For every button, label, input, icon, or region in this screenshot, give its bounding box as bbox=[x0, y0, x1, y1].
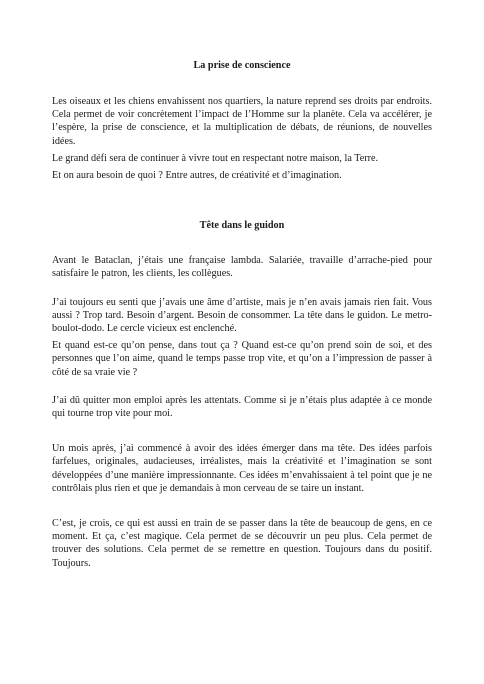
paragraph: Et on aura besoin de quoi ? Entre autres, de créativité et d’imagination. bbox=[52, 170, 342, 182]
section-title-tete-dans-le-guidon: Tête dans le guidon bbox=[199, 220, 285, 232]
paragraph: J’ai toujours eu senti que j’avais une âme d’artiste, mais je n’en avais jamais rien fait. Vous aussi ? Trop tard. Besoin d’argent. Besoin de consommer. La tête dans le guidon. Le metro-boulot-dodo. Le cercle vicieux est enclenché. bbox=[52, 296, 432, 335]
paragraph: Un mois après, j’ai commencé à avoir des idées émerger dans ma tête. Des idées parfois farfelues, originales, audacieuses, irréalistes, mais la créativité et l’imagination se sont développées d’une manière impressionnante. Ces idées m’envahissaient à tel point que je ne contrôlais plus rien et que je demandais à mon cerveau de se taire un instant. bbox=[52, 443, 432, 494]
paragraph: Le grand défi sera de continuer à vivre tout en respectant notre maison, la Terre. bbox=[52, 152, 379, 164]
paragraph: Avant le Bataclan, j’étais une française lambda. Salariée, travaille d’arrache-pied pour satisfaire le patron, les clients, les collègues. bbox=[52, 255, 432, 280]
section-title-prise-de-conscience: La prise de conscience bbox=[193, 60, 291, 71]
paragraph: J’ai dû quitter mon emploi après les attentats. Comme si je n’étais plus adaptée à ce monde qui tourne trop vite pour moi. bbox=[52, 394, 432, 420]
paragraph: C’est, je crois, ce qui est aussi en train de se passer dans la tête de beaucoup de gens, en ce moment. Et ça, c’est magique. Cela permet de se découvrir un peu plus. Cela permet de trouver des solutions. Cela permet de se remettre en question. Toujours dans du positif. Toujours. bbox=[52, 518, 432, 569]
paragraph: Et quand est-ce qu’on pense, dans tout ça ? Quand est-ce qu’on prend soin de soi, et des personnes que l’on aime, quand le temps passe trop vite, et qu’on a l’impression de passer à côté de sa vraie vie ? bbox=[52, 340, 432, 378]
paragraph: Les oiseaux et les chiens envahissent nos quartiers, la nature reprend ses droits par endroits. Cela permet de voir concrètement l’impact de l’Homme sur la planète. Cela va accélérer, je l’espère, la prise de conscience, et la multiplication de débats, de réunions, de nouvelles idées. bbox=[52, 96, 432, 147]
